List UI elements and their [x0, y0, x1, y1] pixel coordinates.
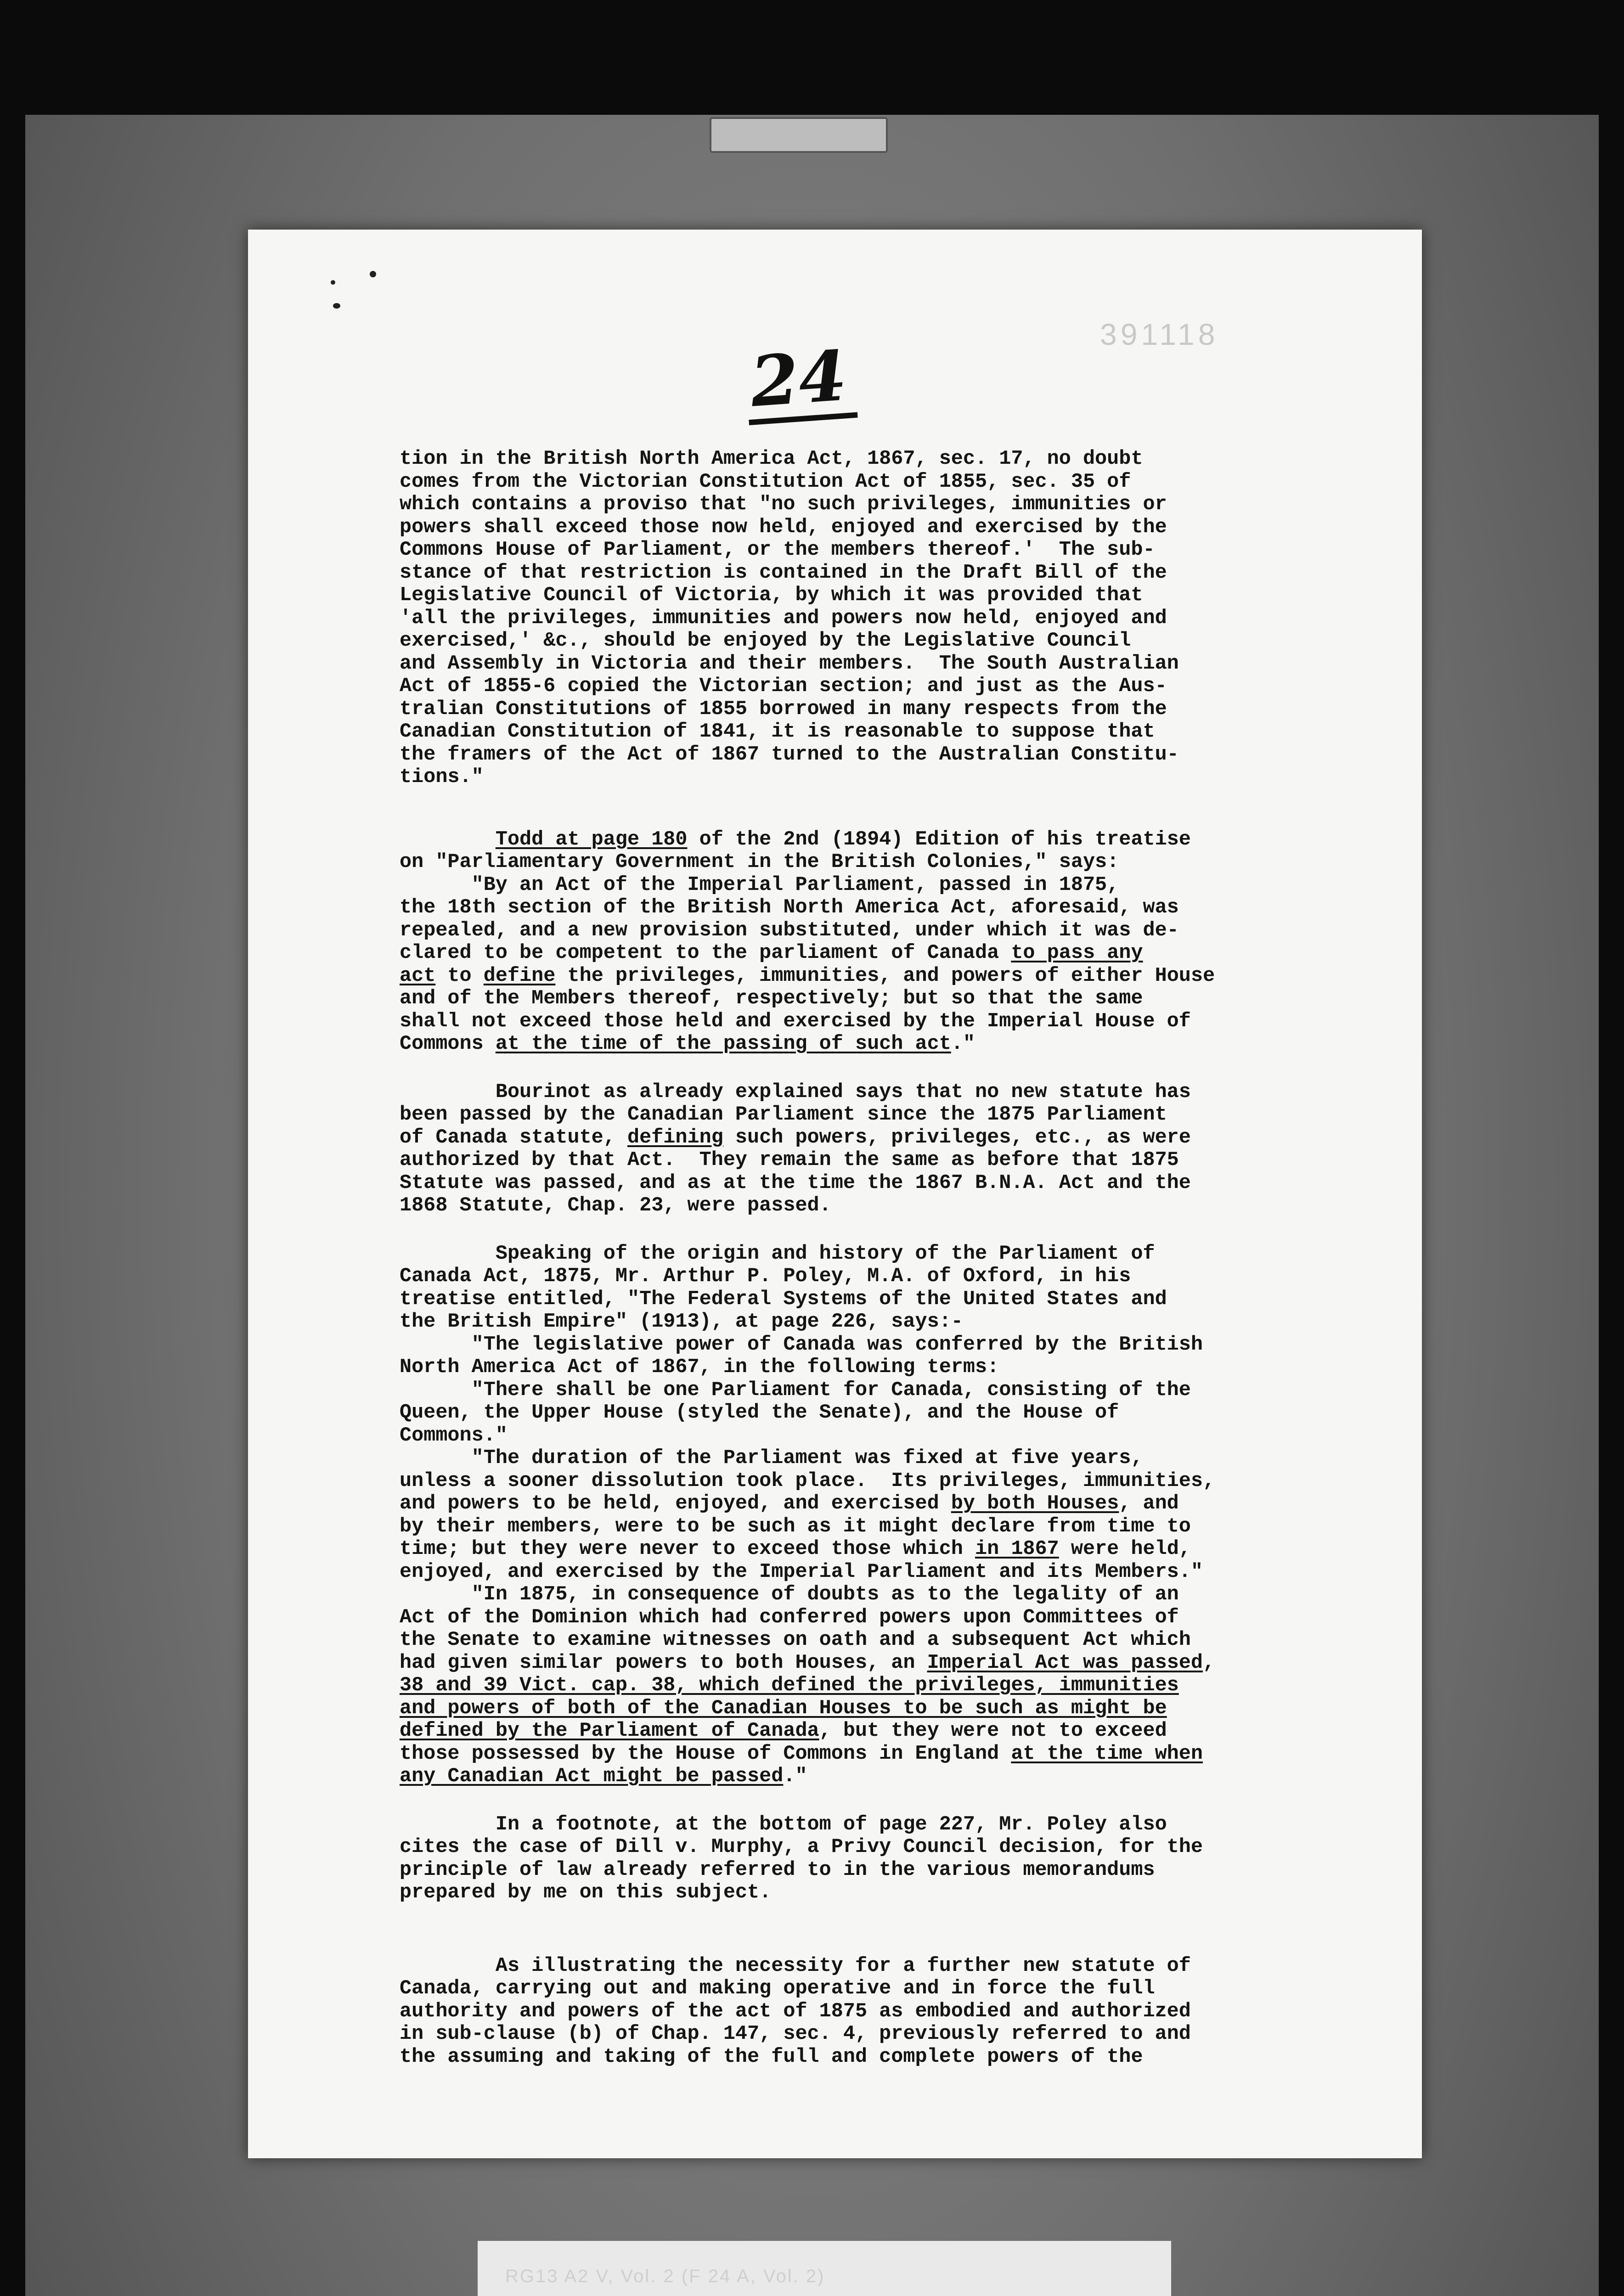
underlined-text: to pass any	[1011, 942, 1143, 964]
text-line: Queen, the Upper House (styled the Senate), and the House of	[400, 1401, 1119, 1424]
text-line: Canadian Constitution of 1841, it is reasonable to suppose that	[400, 720, 1155, 743]
text-segment: ,	[1203, 1651, 1215, 1674]
underlined-text: defined by the Parliament of Canada	[400, 1720, 819, 1742]
text-line: and Assembly in Victoria and their members. The South Australian	[400, 652, 1179, 675]
text-line: comes from the Victorian Constitution Act of 1855, sec. 35 of	[400, 470, 1131, 493]
text-line: 'all the privileges, immunities and powers now held, enjoyed and	[400, 607, 1167, 630]
text-segment: had given similar powers to both Houses, an	[400, 1651, 927, 1674]
text-line: in sub-clause (b) of Chap. 147, sec. 4, previously referred to and	[400, 2023, 1191, 2045]
text-line: North America Act of 1867, in the following terms:	[400, 1356, 999, 1379]
text-line: Legislative Council of Victoria, by which it was provided that	[400, 584, 1143, 607]
text-line: powers shall exceed those now held, enjoyed and exercised by the	[400, 516, 1167, 539]
text-line: the framers of the Act of 1867 turned to the Australian Constitu-	[400, 743, 1179, 766]
text-line	[400, 1033, 1364, 1056]
text-line: "The duration of the Parliament was fixed at five years,	[400, 1447, 1143, 1469]
speck	[370, 271, 376, 277]
archive-reference: RG13 A2 V, Vol. 2 (F 24 A, Vol. 2)	[505, 2266, 825, 2286]
text-line: Commons."	[400, 1424, 508, 1447]
underlined-text: any Canadian Act might be passed	[400, 1765, 784, 1788]
text-line: Canada Act, 1875, Mr. Arthur P. Poley, M.A. of Oxford, in his	[400, 1265, 1131, 1288]
text-segment: ."	[783, 1765, 807, 1788]
text-line: the Senate to examine witnesses on oath and a subsequent Act which	[400, 1629, 1191, 1651]
text-line: "By an Act of the Imperial Parliament, passed in 1875,	[400, 873, 1119, 896]
text-line: "The legislative power of Canada was conferred by the British	[400, 1333, 1203, 1356]
text-line: Speaking of the origin and history of the Parliament of	[400, 1242, 1155, 1265]
text-line: unless a sooner dissolution took place. Its privileges, immunities,	[400, 1469, 1215, 1492]
speck	[331, 280, 335, 285]
underlined-text: at the time of the passing of such act	[495, 1033, 951, 1055]
text-line	[400, 1126, 1364, 1149]
text-line: "There shall be one Parliament for Canada, consisting of the	[400, 1379, 1191, 1401]
underlined-text: at the time when	[1011, 1742, 1203, 1765]
text-segment: time; but they were never to exceed those which	[400, 1538, 976, 1560]
text-segment: ."	[951, 1033, 976, 1055]
text-line	[400, 1697, 1364, 1720]
text-line: Canada, carrying out and making operative and in force the full	[400, 1977, 1155, 2000]
text-line: by their members, were to be such as it might declare from time to	[400, 1515, 1191, 1538]
text-line: As illustrating the necessity for a further new statute of	[400, 1954, 1191, 1977]
stamp-number: 391118	[1100, 317, 1219, 351]
text-line: the assuming and taking of the full and complete powers of the	[400, 2045, 1143, 2068]
underlined-text: defining	[627, 1126, 723, 1149]
text-line: In a footnote, at the bottom of page 227, Mr. Poley also	[400, 1813, 1167, 1836]
text-line: shall not exceed those held and exercised by the Imperial House of	[400, 1010, 1191, 1033]
text-line: the 18th section of the British North America Act, aforesaid, was	[400, 896, 1179, 919]
text-line: prepared by me on this subject.	[400, 1881, 772, 1904]
text-line	[400, 1743, 1364, 1766]
text-line: cites the case of Dill v. Murphy, a Privy Council decision, for the	[400, 1836, 1203, 1858]
text-line: tion in the British North America Act, 1867, sec. 17, no doubt	[400, 448, 1143, 470]
document-body	[400, 448, 1364, 2068]
text-line: been passed by the Canadian Parliament since the 1875 Parliament	[400, 1103, 1167, 1126]
text-line	[400, 828, 1364, 851]
text-segment: those possessed by the House of Commons in England	[400, 1742, 1011, 1765]
text-segment: of Canada statute,	[400, 1126, 627, 1149]
text-line: Act of 1855-6 copied the Victorian section; and just as the Aus-	[400, 675, 1167, 698]
text-line: Act of the Dominion which had conferred powers upon Committees of	[400, 1606, 1179, 1629]
text-segment: , but they were not to exceed	[819, 1720, 1167, 1742]
underlined-text: and powers of both of the Canadian Houses to be such as might be	[400, 1697, 1167, 1720]
text-line: authority and powers of the act of 1875 as embodied and authorized	[400, 2000, 1191, 2023]
text-line	[400, 965, 1364, 988]
text-line	[400, 1765, 1364, 1788]
text-segment: , and	[1119, 1492, 1179, 1515]
text-segment: Commons	[400, 1033, 496, 1055]
underlined-text: by both Houses	[951, 1492, 1119, 1515]
text-line: 1868 Statute, Chap. 23, were passed.	[400, 1194, 831, 1217]
text-line: tions."	[400, 766, 484, 788]
text-segment: such powers, privileges, etc., as were	[723, 1126, 1191, 1149]
text-line: on "Parliamentary Government in the British Colonies," says:	[400, 851, 1119, 873]
text-segment: were held,	[1059, 1538, 1191, 1560]
text-line	[400, 1674, 1364, 1697]
text-segment: and powers to be held, enjoyed, and exercised	[400, 1492, 951, 1515]
text-segment: of the 2nd (1894) Edition of his treatise	[687, 828, 1191, 851]
text-segment: to	[435, 964, 484, 987]
underlined-text: in 1867	[975, 1538, 1059, 1560]
text-segment: clared to be competent to the parliament of Canada	[400, 942, 1011, 964]
underlined-text: act	[400, 964, 436, 987]
text-line	[400, 1538, 1364, 1561]
text-line: repealed, and a new provision substituted, under which it was de-	[400, 919, 1179, 942]
underlined-text: Todd at page 180	[495, 828, 688, 851]
text-segment: the privileges, immunities, and powers of either House	[555, 964, 1215, 987]
speck	[333, 303, 340, 309]
text-line: principle of law already referred to in the various memorandums	[400, 1858, 1155, 1881]
text-line: and of the Members thereof, respectively; but so that the same	[400, 987, 1143, 1010]
text-line: "In 1875, in consequence of doubts as to the legality of an	[400, 1583, 1179, 1606]
text-line: exercised,' &c., should be enjoyed by the Legislative Council	[400, 630, 1131, 652]
text-line: Commons House of Parliament, or the members thereof.' The sub-	[400, 539, 1155, 561]
text-line	[400, 942, 1364, 965]
text-line: stance of that restriction is contained in the Draft Bill of the	[400, 561, 1167, 584]
text-line: Bourinot as already explained says that no new statute has	[400, 1080, 1191, 1103]
text-line: treatise entitled, "The Federal Systems of the United States and	[400, 1288, 1167, 1311]
page-number: 24	[744, 341, 857, 425]
text-line: Statute was passed, and as at the time the 1867 B.N.A. Act and the	[400, 1171, 1191, 1194]
holder-clip	[710, 117, 888, 153]
underlined-text: Imperial Act was passed	[927, 1651, 1203, 1674]
text-line	[400, 1492, 1364, 1515]
text-line	[400, 1720, 1364, 1743]
text-line: tralian Constitutions of 1855 borrowed in many respects from the	[400, 698, 1167, 720]
text-line: authorized by that Act. They remain the same as before that 1875	[400, 1149, 1179, 1171]
text-line: the British Empire" (1913), at page 226, says:-	[400, 1311, 963, 1333]
text-line	[400, 1652, 1364, 1675]
text-line: enjoyed, and exercised by the Imperial Parliament and its Members."	[400, 1560, 1203, 1583]
underlined-text: 38 and 39 Vict. cap. 38, which defined the privileges, immunities	[400, 1674, 1179, 1697]
text-line: which contains a proviso that "no such privileges, immunities or	[400, 493, 1167, 516]
underlined-text: define	[483, 964, 556, 987]
